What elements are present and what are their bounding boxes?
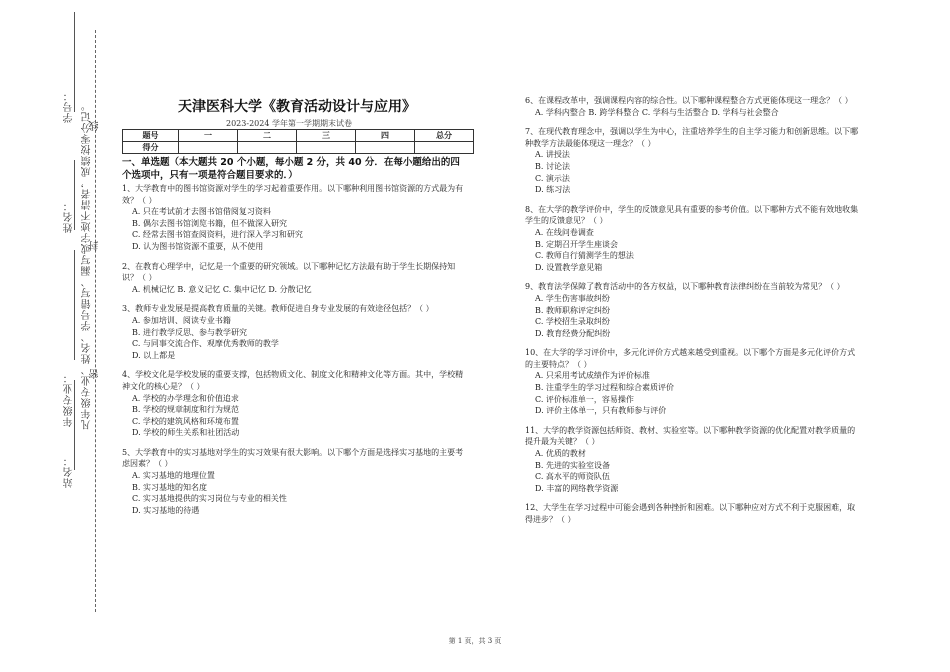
option: A. 讲授法: [535, 150, 570, 160]
score-cell[interactable]: [297, 142, 356, 154]
option: D. 实习基地的待遇: [132, 505, 200, 515]
score-header-cell: 二: [238, 130, 297, 142]
option: D. 以上都是: [132, 350, 176, 360]
option: B. 讨论法: [535, 161, 570, 171]
question-stem: 11、大学的教学资源包括师资、教材、实验室等。以下哪种教学资源的优化配置对教学质量的提升最为关键？（ ）: [525, 425, 856, 447]
question-stem: 1、大学教育中的图书馆资源对学生的学习起着重要作用。以下哪种利用图书馆资源的方式最为有效？（ ）: [122, 184, 464, 205]
option: D. 丰富的网络教学资源: [535, 483, 619, 493]
option: D. 教育经费分配纠纷: [535, 328, 611, 338]
question-5: [122, 447, 464, 517]
option: C. 与同事交流合作、观摩优秀教师的教学: [132, 339, 279, 349]
seal-mi: 密: [90, 368, 101, 379]
inline-options: A. 机械记忆 B. 意义记忆 C. 集中记忆 D. 分散记忆: [132, 284, 312, 294]
option: C. 评价标准单一，容易操作: [535, 394, 634, 404]
option: C. 演示法: [535, 173, 570, 183]
question-stem: 6、在课程改革中，强调课程内容的综合性。以下哪种课程整合方式更能体现这一理念？（ ）: [525, 96, 853, 105]
question-stem: 4、学校文化是学校发展的重要支撑，包括物质文化、制度文化和精神文化等方面。其中，学校精神文化的核心是？（ ）: [122, 370, 464, 391]
score-cell[interactable]: [238, 142, 297, 154]
question-10: [525, 347, 860, 417]
option: B. 学校的规章制度和行为规范: [132, 405, 239, 415]
option: B. 先进的实验室设备: [535, 460, 610, 470]
name-label: 姓名：: [64, 200, 75, 233]
exam-title: 天津医科大学《教育活动设计与应用》: [178, 99, 416, 115]
option: A. 只采用考试成绩作为评价标准: [535, 371, 650, 381]
option: C. 实习基地提供的实习岗位与专业的相关性: [132, 494, 287, 504]
score-table-header-row: [123, 130, 474, 142]
question-3: [122, 303, 464, 361]
question-stem: 12、大学生在学习过程中可能会遇到各种挫折和困难。以下哪种应对方式不利于克服困难，取得进步？（ ）: [525, 503, 856, 524]
score-cell[interactable]: [356, 142, 415, 154]
option: A. 学生伤害事故纠纷: [535, 293, 610, 303]
station-label: 站名：: [64, 455, 75, 488]
score-header-cell: 三: [297, 130, 356, 142]
binding-dash-line: [95, 30, 96, 612]
question-1: [122, 183, 464, 253]
option: D. 认为图书馆资源不重要，从不使用: [132, 241, 264, 251]
option: B. 偶尔去图书馆浏览书籍，但不做深入研究: [132, 218, 287, 228]
option: A. 参加培训、阅读专业书籍: [132, 315, 231, 325]
option: D. 练习法: [535, 185, 571, 195]
score-row-label: 得分: [123, 142, 179, 154]
question-4: [122, 369, 464, 439]
question-stem: 9、教育法学保障了教育活动中的各方权益，以下哪种教育法律纠纷在当前较为常见？（ ）: [525, 282, 845, 292]
question-8: [525, 204, 860, 274]
option: A. 在线问卷调查: [535, 227, 594, 237]
option: C. 教师自行猜测学生的想法: [535, 251, 634, 261]
score-table-score-row: [123, 142, 474, 154]
option: A. 学校的办学理念和价值追求: [132, 393, 239, 403]
question-7: [525, 126, 860, 196]
question-6: [525, 95, 860, 118]
binding-notice: 凡年级专业、姓名、学号错写、漏写或字迹不清者，成绩按零分记。: [82, 100, 93, 430]
question-stem: 3、教师专业发展是提高教育质量的关键。教师促进自身专业发展的有效途径包括？（ ）: [122, 304, 434, 314]
option: C. 高水平的师资队伍: [535, 472, 610, 482]
option: C. 经常去图书馆查阅资料，进行深入学习和研究: [132, 230, 303, 240]
option: D. 评价主体单一，只有教师参与评价: [535, 406, 667, 416]
score-header-cell: 总分: [415, 130, 474, 142]
seal-feng: 封: [90, 240, 101, 251]
question-stem: 2、在教育心理学中，记忆是一个重要的研究领域。以下哪种记忆方法最有助于学生长期保持知识？（ ）: [122, 261, 456, 283]
option: A. 实习基地的地理位置: [132, 471, 215, 481]
student-id-label: 学号：: [64, 90, 75, 123]
option: A. 只在考试前才去图书馆借阅复习资料: [132, 207, 271, 217]
score-cell[interactable]: [179, 142, 238, 154]
option: B. 定期召开学生座谈会: [535, 239, 618, 249]
option: D. 学校的师生关系和社团活动: [132, 428, 240, 438]
score-table: [122, 129, 474, 154]
left-column: [122, 157, 464, 516]
option: C. 学校招生录取纠纷: [535, 317, 610, 327]
seal-xian: 线: [90, 120, 101, 131]
grade-major-label: 年级专业：: [64, 372, 75, 427]
page-footer: 第 1 页，共 3 页: [448, 637, 502, 645]
option: D. 设置教学意见箱: [535, 262, 603, 272]
option: B. 实习基地的知名度: [132, 482, 207, 492]
question-stem: 7、在现代教育理念中，强调以学生为中心，注重培养学生的自主学习能力和创新思维。以下哪种教学方法最能体现这一理念？（ ）: [525, 127, 859, 148]
question-9: [525, 281, 860, 339]
question-stem: 8、在大学的教学评价中，学生的反馈意见具有重要的参考价值。以下哪种方式不能有效地收集学生的反馈意见？（ ）: [525, 204, 859, 226]
score-cell[interactable]: [415, 142, 474, 154]
section-1-heading: 一、单选题（本大题共 20 个小题，每小题 2 分，共 40 分．在每小题给出的四个选项中，只有一项是符合题目要求的．）: [122, 157, 460, 181]
question-stem: 10、在大学的学习评价中，多元化评价方式越来越受到重视。以下哪个方面是多元化评价方式的主要特点？（ ）: [525, 348, 856, 369]
option: C. 学校的建筑风格和环境布置: [132, 416, 239, 426]
option: B. 进行教学反思、参与教学研究: [132, 327, 247, 337]
question-12: [525, 502, 860, 525]
option: A. 优质的教材: [535, 449, 586, 459]
grade-fill-line: [74, 250, 75, 360]
right-column: [525, 94, 860, 526]
score-header-cell: 题号: [123, 130, 179, 142]
score-header-cell: 一: [179, 130, 238, 142]
option: B. 注重学生的学习过程和综合素质评价: [535, 383, 674, 393]
inline-options: A. 学科内整合 B. 跨学科整合 C. 学科与生活整合 D. 学科与社会整合: [535, 107, 779, 117]
question-stem: 5、大学教育中的实习基地对学生的实习效果有很大影响。以下哪个方面是选择实习基地的主要考虑因素？（ ）: [122, 447, 464, 469]
exam-subtitle: 2023-2024 学年第一学期期末试卷: [226, 119, 352, 128]
question-11: [525, 425, 860, 495]
score-header-cell: 四: [356, 130, 415, 142]
option: B. 教师职称评定纠纷: [535, 305, 610, 315]
question-2: [122, 261, 464, 296]
